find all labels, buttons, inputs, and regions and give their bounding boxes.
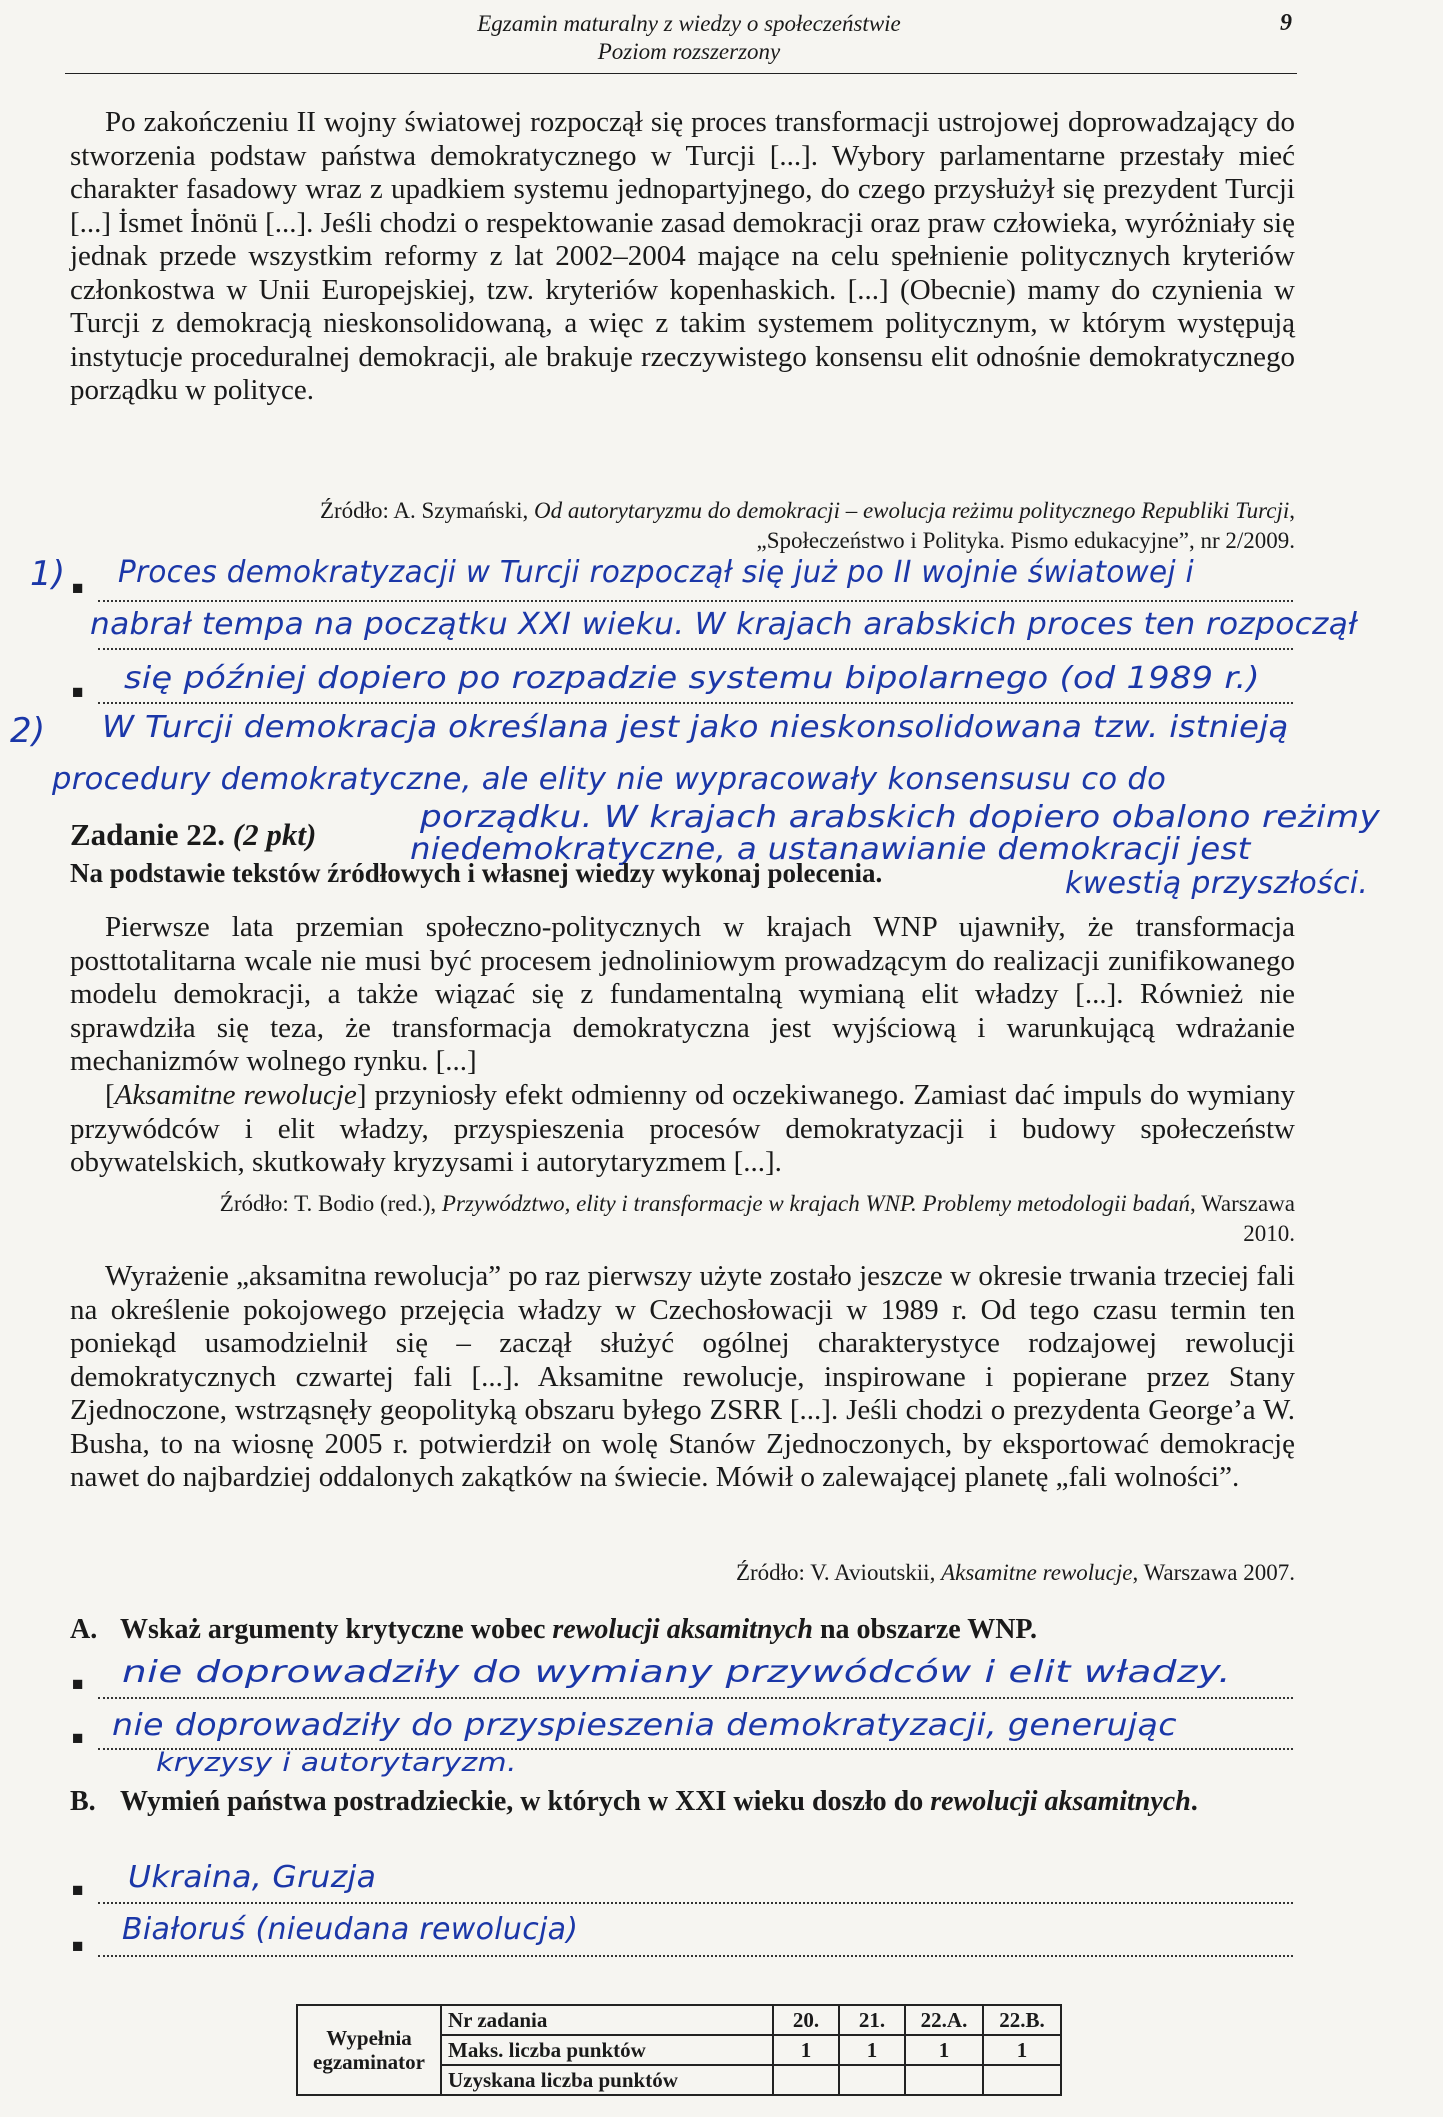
handwritten-answer-line: Białoruś (nieudana rewolucja) bbox=[122, 1912, 579, 1947]
handwritten-answer-line: Ukraina, Gruzja bbox=[128, 1860, 377, 1895]
task-22-instruction: Na podstawie tekstów źródłowych i własnej wiedzy wykonaj polecenia. bbox=[70, 858, 883, 888]
citation-prefix: Źródło: T. Bodio (red.), bbox=[219, 1191, 442, 1216]
handwritten-answer-line: się później dopiero po rozpadzie systemu bipolarnego (od 1989 r.) bbox=[124, 661, 1260, 696]
handwritten-answer-line: Proces demokratyzacji w Turcji rozpoczął się już po II wojnie światowej i bbox=[118, 555, 1194, 590]
earned-points-cell[interactable] bbox=[905, 2065, 983, 2095]
handwritten-answer-line: nabrał tempa na początku XXI wieku. W krajach arabskich proces ten rozpoczął bbox=[90, 607, 1358, 642]
header-exam-title: Egzamin maturalny z wiedzy o społeczeństwie bbox=[477, 11, 901, 36]
task-number-cell: 22.A. bbox=[905, 2005, 983, 2035]
max-points-cell: 1 bbox=[905, 2035, 983, 2065]
citation-prefix: Źródło: V. Avioutskii, bbox=[735, 1560, 942, 1585]
handwritten-number-1: 1) bbox=[30, 554, 66, 594]
max-points-header: Maks. liczba punktów bbox=[441, 2035, 773, 2065]
handwritten-answer-line: kwestią przyszłości. bbox=[1065, 866, 1369, 901]
answer-line bbox=[98, 648, 1293, 650]
task-number-cell: 21. bbox=[839, 2005, 905, 2035]
handwritten-answer-line: nie doprowadziły do wymiany przywódców i elit władzy. bbox=[122, 1655, 1232, 1690]
bullet-marker: ■ bbox=[72, 1936, 84, 1957]
bullet-marker: ■ bbox=[72, 1880, 84, 1901]
source-text-aksamitne bbox=[70, 1079, 1295, 1180]
task-number-cell: 22.B. bbox=[983, 2005, 1061, 2035]
citation-prefix: Źródło: A. Szymański, bbox=[319, 498, 534, 523]
bullet-marker: ■ bbox=[72, 682, 84, 703]
examiner-score-table bbox=[296, 2004, 1062, 2096]
question-text-end: . bbox=[1190, 1786, 1198, 1817]
answer-line bbox=[98, 1697, 1293, 1699]
source-text-wnp: Pierwsze lata przemian społeczno-politycznych w krajach WNP ujawniły, że transformacja posttotalitarna wcale nie musi być procesem jednoliniowym prowadzącym do realizacji zunifikowanego modelu demokracji, a także wiązać się z fundamentalną wymianą elit władzy [...]. Również nie sprawdziła się teza, że transformacja demokratyczna jest wyjściową i warunkującą wdrażanie mechanizmów wolnego rynku. [...] bbox=[70, 911, 1295, 1077]
handwritten-answer-line: W Turcji demokracja określana jest jako nieskonsolidowana tzw. istnieją bbox=[102, 710, 1289, 745]
question-italic: rewolucji aksamitnych bbox=[930, 1786, 1191, 1817]
source-citation-turkey bbox=[190, 496, 1295, 556]
header-level: Poziom rozszerzony bbox=[597, 39, 781, 64]
answer-line bbox=[98, 702, 1293, 704]
source-text-turkey: Po zakończeniu II wojny światowej rozpoczął się proces transformacji ustrojowej doprowadzający do stworzenia podstaw państwa demokratycznego w Turcji [...]. Wybory parlamentarne przestały mieć charakter fasadowy wraz z upadkiem systemu jednopartyjnego, do czego przysłużył się prezydent Turcji [...] İsmet İnönü [...]. Jeśli chodzi o respektowanie zasad demokracji oraz praw człowieka, wyróżniały się jednak przede wszystkim reformy z lat 2002–2004 mające na celu spełnienie politycznych kryteriów członkostwa w Unii Europejskiej, tzw. kryteriów kopenhaskich. [...] (Obecnie) mamy do czynienia w Turcji z demokracją nieskonsolidowaną, a więc z takim systemem politycznym, w którym występują instytucje proceduralnej demokracji, ale brakuje rzeczywistego konsensu elit odnośnie demokratycznego porządku w polityce. bbox=[70, 106, 1295, 406]
question-italic: rewolucji aksamitnych bbox=[552, 1614, 813, 1645]
question-text-end: na obszarze WNP. bbox=[812, 1614, 1037, 1645]
italic-term: Aksamitne rewolucje bbox=[114, 1079, 357, 1111]
citation-title: Aksamitne rewolucje bbox=[941, 1560, 1133, 1585]
question-b bbox=[70, 1784, 1295, 1820]
answer-line bbox=[98, 1902, 1293, 1904]
max-points-cell: 1 bbox=[983, 2035, 1061, 2065]
handwritten-answer-line: porządku. W krajach arabskich dopiero obalono reżimy bbox=[420, 800, 1381, 835]
citation-suffix: , „Społeczeństwo i Polityka. Pismo edukacyjne”, nr 2/2009. bbox=[756, 498, 1295, 553]
question-a bbox=[70, 1612, 1295, 1648]
source-text-avioutskii: Wyrażenie „aksamitna rewolucja” po raz pierwszy użyte zostało jeszcze w okresie trwania trzeciej fali na określenie pokojowego przejęcia władzy w Czechosłowacji w 1989 r. Od tego czasu termin ten poniekąd usamodzielnił się – zaczął służyć ogólnej charakterystyce rodzajowej rewolucji demokratycznych czwartej fali [...]. Aksamitne rewolucje, inspirowane i popierane przez Stany Zjednoczone, wstrząsnęły geopolityką obszaru byłego ZSRR [...]. Jeśli chodzi o prezydenta George’a W. Busha, to na wiosnę 2005 r. potwierdził on wolę Stanów Zjednoczonych, by eksportować demokrację nawet do najbardziej oddalonych zakątków na świecie. Mówił o zalewającej planetę „fali wolności”. bbox=[70, 1260, 1295, 1493]
answer-line bbox=[98, 600, 1293, 602]
earned-points-cell[interactable] bbox=[983, 2065, 1061, 2095]
max-points-cell: 1 bbox=[839, 2035, 905, 2065]
bullet-marker: ■ bbox=[72, 1674, 84, 1695]
page-header bbox=[84, 10, 1294, 66]
citation-suffix: , Warszawa 2007. bbox=[1132, 1560, 1295, 1585]
max-points-cell: 1 bbox=[773, 2035, 839, 2065]
bracket-open: [ bbox=[105, 1079, 115, 1111]
answer-line bbox=[98, 1955, 1293, 1957]
task-22-title bbox=[70, 817, 316, 853]
paragraph-rest: ] przyniosły efekt odmienny od oczekiwanego. Zamiast dać impuls do wymiany przywódców i elit władzy, przyspieszenia procesów demokratyzacji i budowy społeczeństw obywatelskich, skutkowały kryzysami i autorytaryzmem [...]. bbox=[70, 1079, 1295, 1178]
handwritten-answer-line: kryzysy i autorytaryzm. bbox=[156, 1748, 517, 1778]
earned-points-cell[interactable] bbox=[839, 2065, 905, 2095]
task-number-cell: 20. bbox=[773, 2005, 839, 2035]
question-label: A. bbox=[70, 1614, 98, 1645]
source-citation-bodio bbox=[190, 1189, 1295, 1249]
citation-title: Przywództwo, elity i transformacje w krajach WNP. Problemy metodologii badań bbox=[441, 1191, 1190, 1216]
earned-points-header: Uzyskana liczba punktów bbox=[441, 2065, 773, 2095]
task-points: (2 pkt) bbox=[232, 817, 317, 852]
examiner-label: Wypełnia egzaminator bbox=[297, 2005, 441, 2095]
question-text: Wymień państwa postradzieckie, w których w XXI wieku doszło do bbox=[120, 1786, 931, 1817]
question-label: B. bbox=[70, 1786, 96, 1817]
task-number-header: Nr zadania bbox=[441, 2005, 773, 2035]
handwritten-answer-line: procedury demokratyczne, ale elity nie wypracowały konsensusu co do bbox=[52, 762, 1167, 797]
bullet-marker: ■ bbox=[72, 578, 84, 599]
task-number: Zadanie 22. bbox=[70, 817, 226, 852]
handwritten-answer-line: nie doprowadziły do przyspieszenia demokratyzacji, generując bbox=[112, 1708, 1177, 1743]
earned-points-cell[interactable] bbox=[773, 2065, 839, 2095]
handwritten-answer-line: niedemokratyczne, a ustanawianie demokracji jest bbox=[410, 832, 1251, 867]
source-citation-avioutskii bbox=[190, 1558, 1295, 1588]
citation-suffix: , Warszawa 2010. bbox=[1189, 1191, 1295, 1246]
citation-title: Od autorytaryzmu do demokracji – ewolucja reżimu politycznego Republiki Turcji bbox=[533, 498, 1290, 523]
handwritten-number-2: 2) bbox=[10, 711, 46, 751]
bullet-marker: ■ bbox=[72, 1728, 84, 1749]
page-number: 9 bbox=[1280, 10, 1292, 36]
header-divider bbox=[65, 73, 1297, 74]
question-text: Wskaż argumenty krytyczne wobec bbox=[120, 1614, 553, 1645]
